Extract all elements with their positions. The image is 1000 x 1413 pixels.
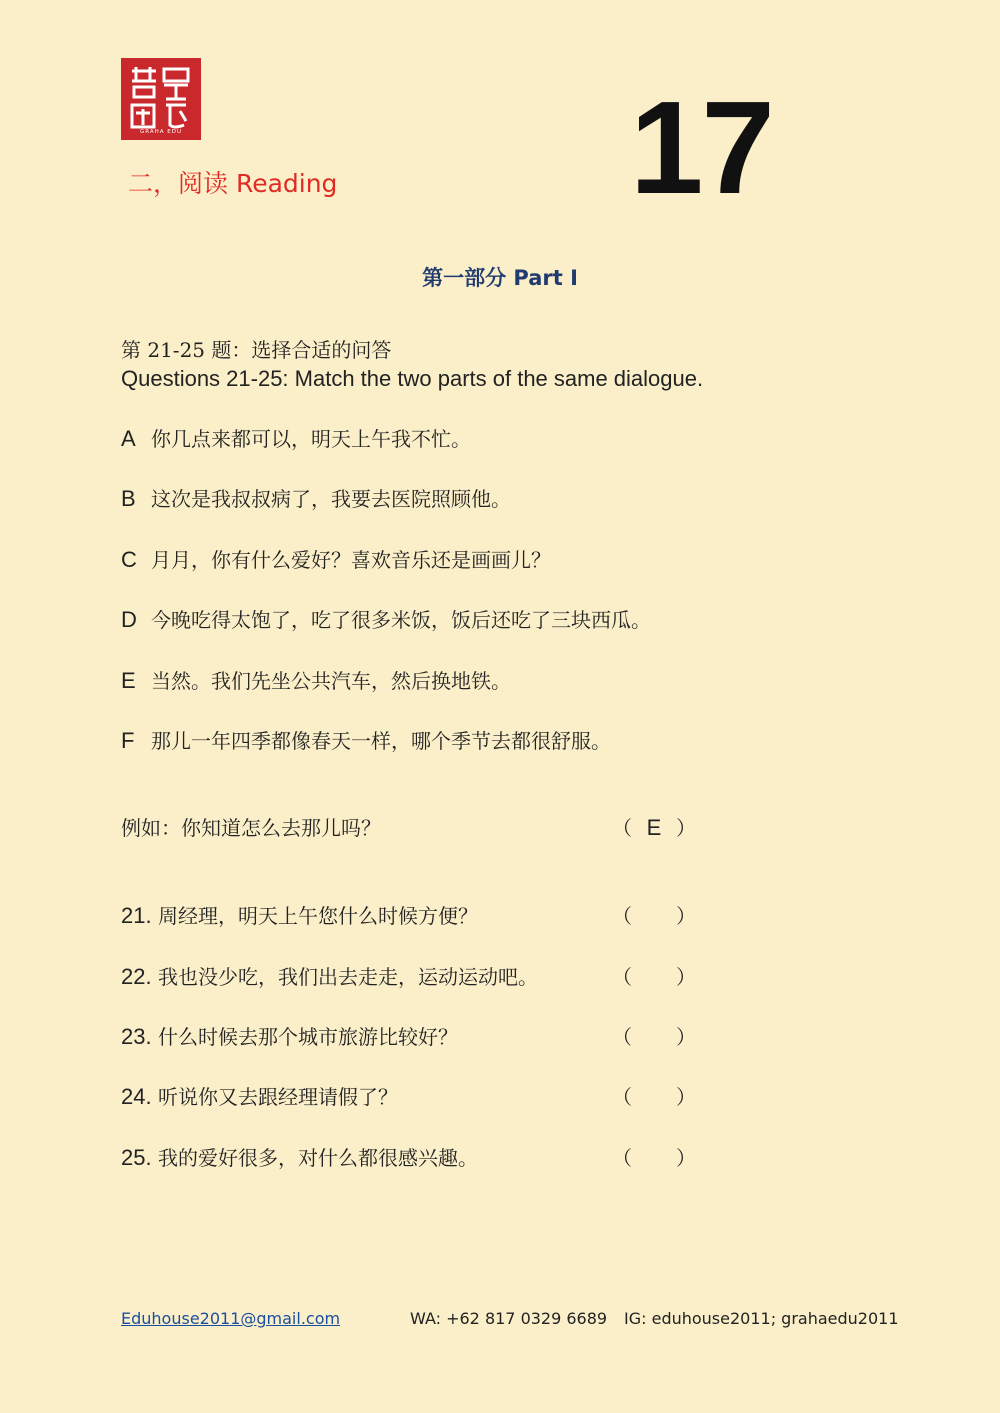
example-answer: E: [646, 815, 662, 840]
answer-box-21[interactable]: （ ）: [612, 904, 696, 928]
instructions-chinese: 第 21-25 题：选择合适的问答: [121, 338, 392, 362]
logo-caption: GRAHA EDU: [139, 129, 183, 135]
answer-box-22[interactable]: （ ）: [612, 965, 696, 989]
option-f: [121, 725, 611, 754]
example-answer-box: （ E ）: [612, 815, 696, 840]
example-question: 例如：你知道怎么去那儿吗？: [121, 816, 381, 840]
logo-seal-icon: [126, 63, 196, 135]
footer-email-link[interactable]: Eduhouse2011@gmail.com: [121, 1309, 341, 1328]
question-number: 24.: [121, 1084, 152, 1109]
option-text: 这次是我叔叔病了，我要去医院照顾他。: [151, 487, 511, 511]
question-text: 什么时候去那个城市旅游比较好？: [157, 1025, 458, 1049]
question-text: 周经理，明天上午您什么时候方便？: [157, 904, 478, 928]
option-letter: C: [121, 547, 137, 572]
option-b: [121, 483, 511, 512]
instructions-english: Questions 21-25: Match the two parts of the same dialogue.: [121, 366, 704, 391]
question-25: [121, 1142, 478, 1171]
option-text: 今晚吃得太饱了，吃了很多米饭，饭后还吃了三块西瓜。: [151, 608, 651, 632]
option-text: 月月，你有什么爱好？喜欢音乐还是画画儿？: [151, 548, 551, 572]
question-number: 23.: [121, 1024, 152, 1049]
question-21: [121, 900, 478, 929]
answer-box-24[interactable]: （ ）: [612, 1085, 696, 1109]
option-c: [121, 544, 551, 573]
question-text: 我的爱好很多，对什么都很感兴趣。: [157, 1146, 478, 1170]
question-text: 我也没少吃，我们出去走走，运动运动吧。: [157, 965, 538, 989]
question-23: [121, 1021, 458, 1050]
question-24: [121, 1081, 398, 1110]
option-a: [121, 423, 471, 452]
answer-box-23[interactable]: （ ）: [612, 1025, 696, 1049]
option-text: 那儿一年四季都像春天一样，哪个季节去都很舒服。: [151, 729, 611, 753]
question-text: 听说你又去跟经理请假了？: [157, 1085, 398, 1109]
option-letter: B: [121, 486, 136, 511]
page-number: 17: [630, 74, 773, 221]
answer-box-25[interactable]: （ ）: [612, 1146, 696, 1170]
question-number: 25.: [121, 1145, 152, 1170]
option-text: 你几点来都可以，明天上午我不忙。: [151, 427, 471, 451]
footer-instagram: IG: eduhouse2011; grahaedu2011: [624, 1309, 899, 1328]
graha-edu-logo: [121, 58, 201, 140]
option-letter: F: [121, 728, 135, 753]
question-22: [121, 961, 538, 990]
question-number: 22.: [121, 964, 152, 989]
option-text: 当然。我们先坐公共汽车，然后换地铁。: [151, 669, 511, 693]
section-heading: 二，阅读 Reading: [128, 169, 338, 198]
part-title: 第一部分 Part I: [422, 266, 578, 290]
option-letter: A: [121, 426, 136, 451]
option-letter: E: [121, 668, 136, 693]
option-d: [121, 604, 651, 633]
option-e: [121, 665, 511, 694]
question-number: 21.: [121, 903, 152, 928]
option-letter: D: [121, 607, 137, 632]
footer-whatsapp: WA: +62 817 0329 6689: [410, 1309, 608, 1328]
